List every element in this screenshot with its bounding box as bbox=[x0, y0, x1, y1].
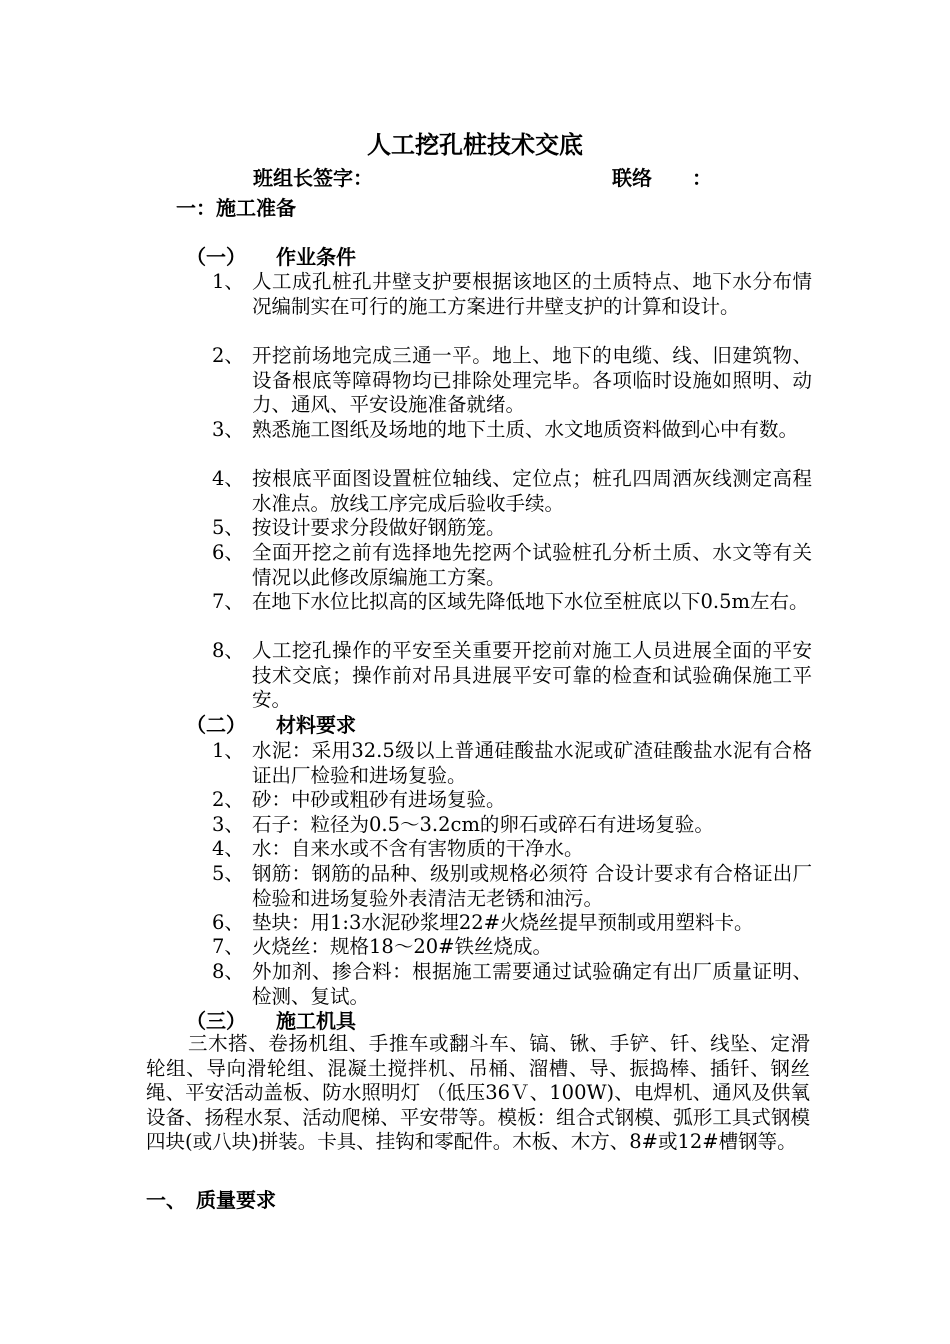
list-item bbox=[212, 344, 812, 418]
list-item bbox=[212, 862, 812, 911]
item-number: 8、 bbox=[212, 639, 244, 662]
item-number: 1、 bbox=[212, 270, 244, 293]
document-title: 人工挖孔桩技术交底 bbox=[367, 130, 583, 159]
subsection-label: 作业条件 bbox=[276, 245, 356, 269]
list-item bbox=[212, 270, 812, 319]
subsection-label: 施工机具 bbox=[276, 1009, 356, 1033]
item-text: 按设计要求分段做好钢筋笼。 bbox=[252, 516, 506, 539]
item-number: 3、 bbox=[212, 813, 244, 836]
item-number: 7、 bbox=[212, 590, 244, 613]
list-item bbox=[212, 739, 812, 788]
subsection-heading-machinery bbox=[186, 1007, 356, 1035]
item-text: 全面开挖之前有选择地先挖两个试验桩孔分析土质、水文等有关情况以此修改原编施工方案。 bbox=[252, 541, 812, 589]
subsection-heading-work-conditions bbox=[186, 243, 356, 271]
subsection-label: 材料要求 bbox=[276, 713, 356, 737]
item-text: 砂：中砂或粗砂有进场复验。 bbox=[252, 788, 506, 811]
subsection-heading-materials bbox=[186, 711, 356, 739]
list-item bbox=[212, 467, 812, 516]
item-text: 水：自来水或不含有害物质的干净水。 bbox=[252, 837, 584, 860]
item-text: 石子：粒径为0.5～3.2cm的卵石或碎石有进场复验。 bbox=[252, 813, 714, 836]
item-number: 6、 bbox=[212, 911, 244, 934]
list-item bbox=[212, 418, 812, 443]
item-number: 8、 bbox=[212, 960, 244, 983]
leader-signature-label: 班组长签字： bbox=[253, 166, 373, 190]
list-item bbox=[212, 813, 812, 838]
list-item bbox=[212, 590, 812, 615]
item-number: 4、 bbox=[212, 837, 244, 860]
item-text: 外加剂、掺合料：根据施工需要通过试验确定有出厂质量证明、检测、复试。 bbox=[252, 960, 812, 1008]
item-number: 2、 bbox=[212, 788, 244, 811]
list-item bbox=[212, 541, 812, 590]
item-text: 人工成孔桩孔井壁支护要根据该地区的土质特点、地下水分布情况编制实在可行的施工方案进行井壁支护的计算和设计。 bbox=[252, 270, 812, 318]
item-number: 4、 bbox=[212, 467, 244, 490]
item-text: 水泥：采用32.5级以上普通硅酸盐水泥或矿渣硅酸盐水泥有合格证出厂检验和进场复验。 bbox=[252, 739, 812, 787]
item-number: 7、 bbox=[212, 935, 244, 958]
subsection-number: （三） bbox=[186, 1009, 246, 1033]
item-number: 6、 bbox=[212, 541, 244, 564]
item-text: 钢筋：钢筋的品种、级别或规格必须符 合设计要求有合格证出厂检验和进场复验外表清洁无老锈和油污。 bbox=[252, 862, 812, 910]
section-heading-prep: 一：施工准备 bbox=[176, 196, 296, 220]
contact-label: 联络 ： bbox=[612, 166, 712, 190]
item-number: 1、 bbox=[212, 739, 244, 762]
item-text: 火烧丝：规格18～20#铁丝烧成。 bbox=[252, 935, 552, 958]
item-text: 熟悉施工图纸及场地的地下土质、水文地质资料做到心中有数。 bbox=[252, 418, 799, 441]
item-number: 5、 bbox=[212, 862, 244, 885]
list-item bbox=[212, 960, 812, 1009]
item-text: 垫块：用1:3水泥砂浆埋22#火烧丝提早预制或用塑料卡。 bbox=[252, 911, 754, 934]
list-item bbox=[212, 935, 812, 960]
list-item bbox=[212, 516, 812, 541]
item-text: 在地下水位比拟高的区域先降低地下水位至桩底以下0.5m左右。 bbox=[252, 590, 809, 613]
list-item bbox=[212, 911, 812, 936]
item-number: 3、 bbox=[212, 418, 244, 441]
list-item bbox=[212, 788, 812, 813]
subsection-number: （一） bbox=[186, 245, 246, 269]
item-text: 人工挖孔操作的平安至关重要开挖前对施工人员进展全面的平安技术交底；操作前对吊具进展平安可靠的检查和试验确保施工平安。 bbox=[252, 639, 812, 711]
list-item bbox=[212, 639, 812, 713]
item-text: 按根底平面图设置桩位轴线、定位点；桩孔四周洒灰线测定高程水准点。放线工序完成后验收手续。 bbox=[252, 467, 812, 515]
section-heading-quality: 一、 质量要求 bbox=[146, 1188, 276, 1212]
item-text: 开挖前场地完成三通一平。地上、地下的电缆、线、旧建筑物、设备根底等障碍物均已排除处理完毕。各项临时设施如照明、动力、通风、平安设施准备就绪。 bbox=[252, 344, 812, 416]
item-number: 5、 bbox=[212, 516, 244, 539]
subsection-number: （二） bbox=[186, 713, 246, 737]
item-number: 2、 bbox=[212, 344, 244, 367]
machinery-paragraph: 三木搭、卷扬机组、手推车或翻斗车、镐、锹、手铲、钎、线坠、定滑轮组、导向滑轮组、混凝土搅拌机、吊桶、溜槽、导、振捣棒、插钎、钢丝绳、平安活动盖板、防水照明灯 （低压36Ｖ、100W)、电焊机、通风及供氧设备、扬程水泵、活动爬梯、平安带等。模板：组合式钢模、弧形工具式钢模四块(或八块)拼装。卡具、挂钩和零配件。木板、木方、8#或12#槽钢等。 bbox=[146, 1032, 810, 1153]
list-item bbox=[212, 837, 812, 862]
